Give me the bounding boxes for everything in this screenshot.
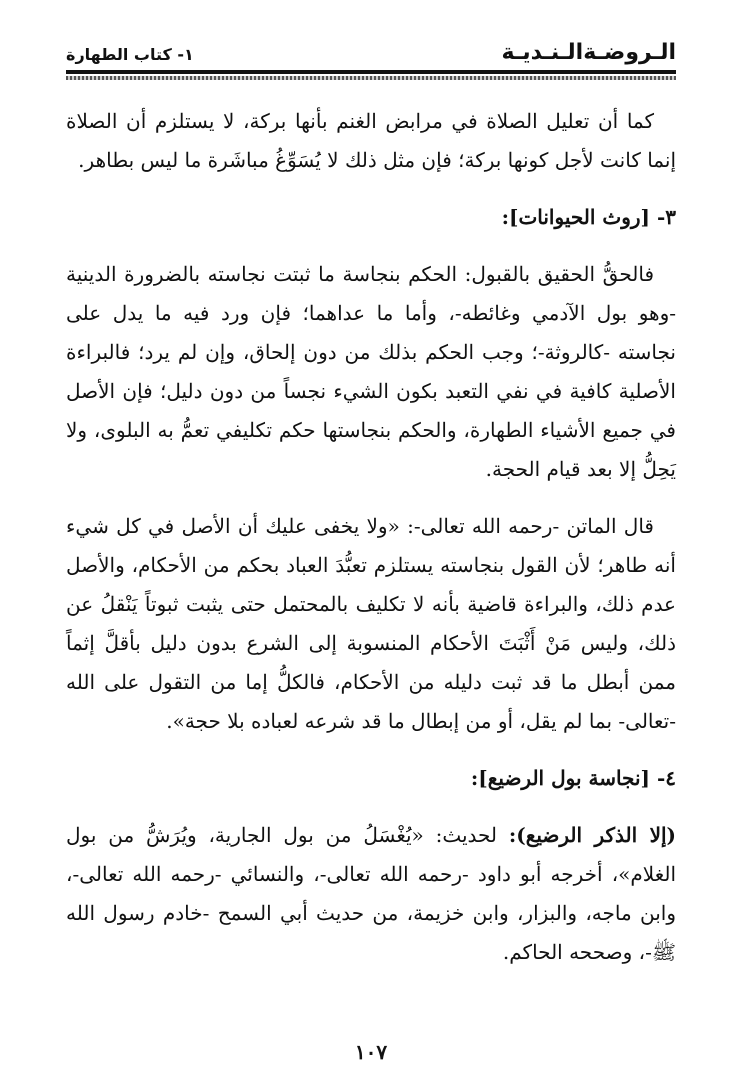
paragraph-1: كما أن تعليل الصلاة في مرابض الغنم بأنها بركة، لا يستلزم أن الصلاة إنما كانت لأجل كونها بركة؛ فإن مثل ذلك لا يُسَوِّغُ مباشَرة ما ليس بطاهر. bbox=[66, 109, 676, 172]
running-header bbox=[66, 38, 676, 76]
paragraph-3: قال الماتن -رحمه الله تعالى-: «ولا يخفى عليك أن الأصل في كل شيء أنه طاهر؛ لأن القول بنجاسته يستلزم تعبُّدَ العباد بحكم من الأحكام، والأصل عدم ذلك، والبراءة قاضية بأنه لا تكليف بالمحتمل حتى يثبت ثبوتاً يَنْقلُ عن ذلك، وليس مَنْ أَثْبَتَ الأحكام المنسوبة إلى الشرع بدون دليل بأقلَّ إثماً ممن أبطل ما قد ثبت دليله من الأحكام، فالكلُّ إما من التقول على الله -تعالى- بما لم يقل، أو من إبطال ما قد شرعه لعباده بلا حجة». bbox=[66, 514, 676, 733]
paragraph-2: فالحقُّ الحقيق بالقبول: الحكم بنجاسة ما ثبتت نجاسته بالضرورة الدينية -وهو بول الآدمي وغائطه-، وأما ما عداهما؛ فإن ورد فيه ما يدل على نجاسته -كالروثة-؛ وجب الحكم بذلك من دون إلحاق، وإن لم يرد؛ فالبراءة الأصلية كافية في نفي التعبد بكون الشيء نجساً من دون دليل؛ فإن الأصل في جميع الأشياء الطهارة، والحكم بنجاستها حكم تكليفي تعمُّ به البلوى، ولا يَحِلُّ إلا بعد قيام الحجة. bbox=[66, 262, 676, 481]
paragraph-4-text: لحديث: «يُغْسَلُ من بول الجارية، ويُرَشُّ من بول الغلام»، أخرجه أبو داود -رحمه الله تعالى-، والنسائي -رحمه الله تعالى-، وابن ماجه، والبزار، وابن خزيمة، من حديث أبي السمح -خادم رسول الله ﷺ-، وصححه الحاكم. bbox=[66, 823, 676, 964]
section-heading-4: ٤- [نجاسة بول الرضيع]: bbox=[470, 766, 676, 790]
chapter-title: ١- كتاب الطهارة bbox=[66, 45, 194, 64]
header-rule-dotted bbox=[66, 76, 676, 80]
paragraph-4 bbox=[66, 816, 676, 972]
header-rule bbox=[66, 70, 676, 74]
section-heading-3: ٣- [روث الحيوانات]: bbox=[501, 205, 676, 229]
paragraph-4-keyword: (إلا الذكر الرضيع): bbox=[508, 823, 676, 847]
page-number: ١٠٧ bbox=[354, 1040, 388, 1064]
body-text bbox=[66, 102, 676, 990]
book-title: الـروضـةالـنـديـة bbox=[501, 40, 676, 65]
